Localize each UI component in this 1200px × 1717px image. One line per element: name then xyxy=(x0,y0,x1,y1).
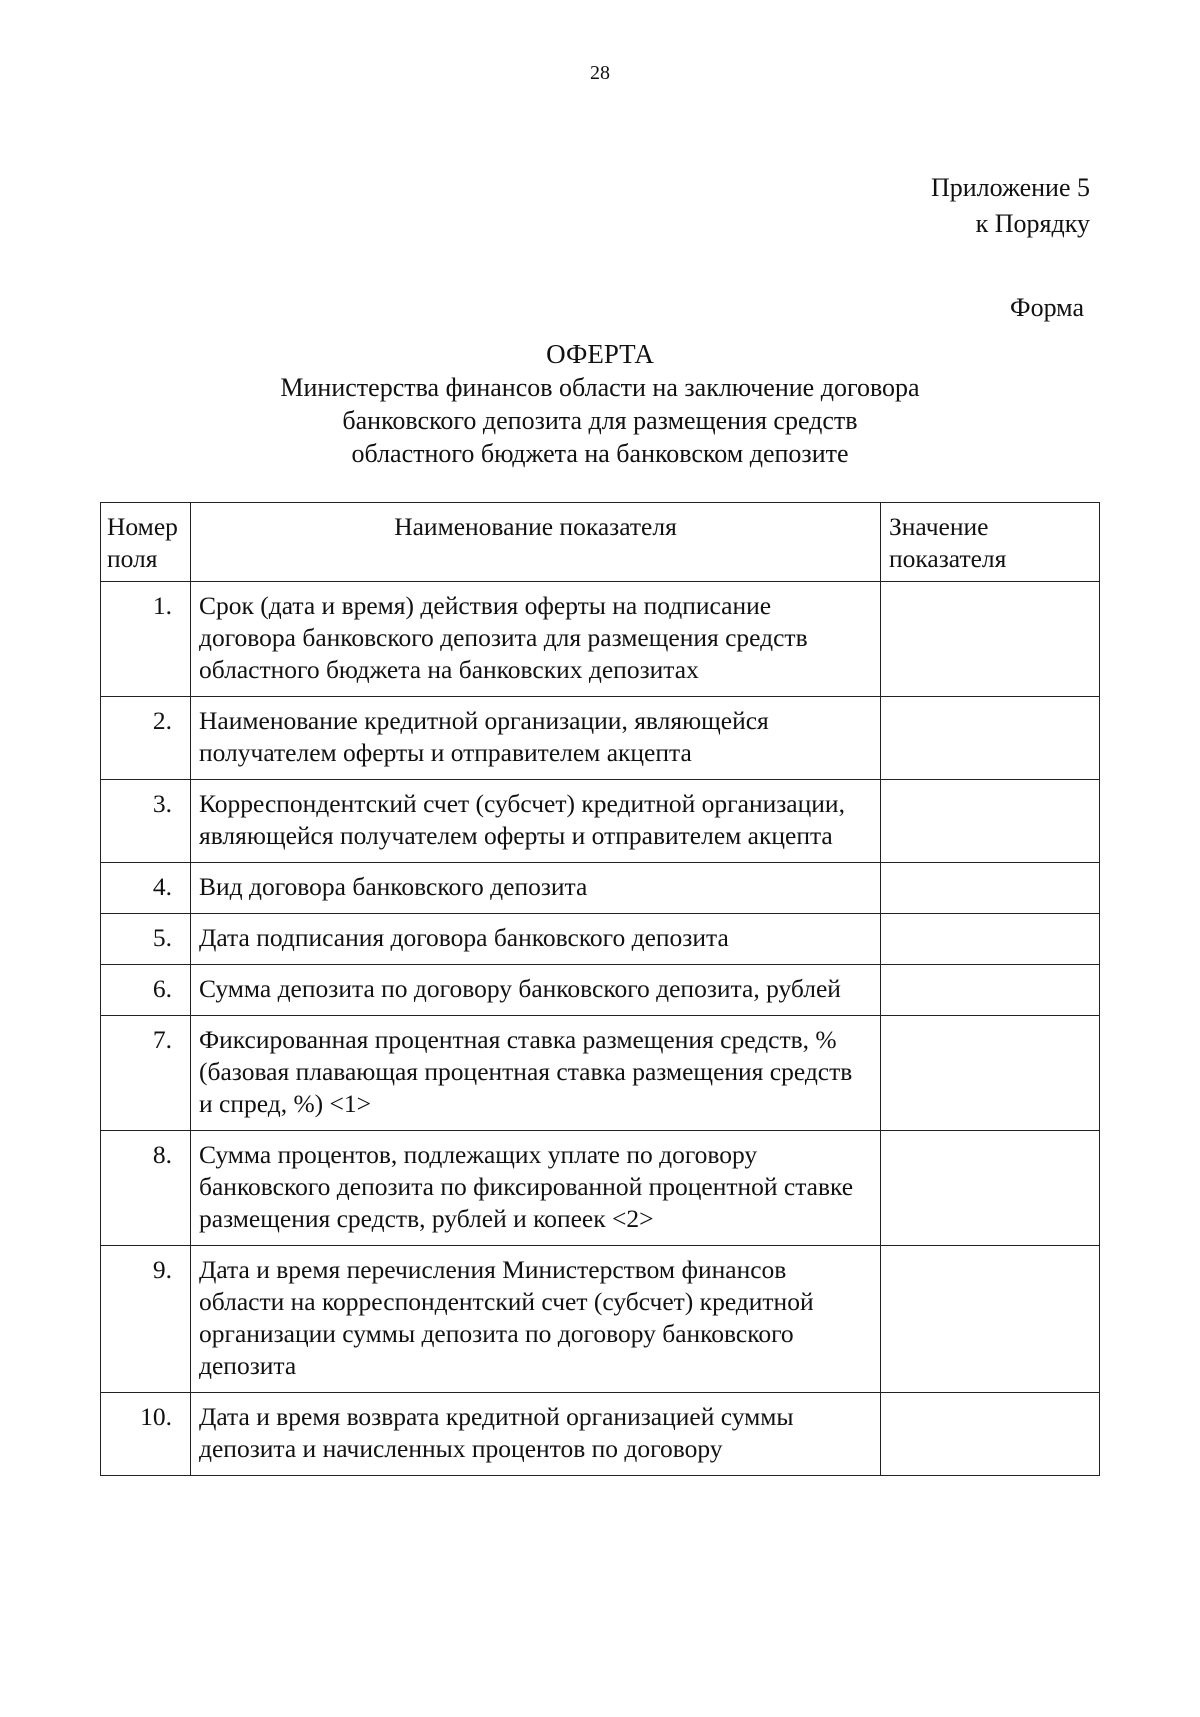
appendix-reference xyxy=(931,170,1090,242)
field-number-cell: 8. xyxy=(101,1131,191,1246)
header-indicator-value: Значение показателя xyxy=(881,503,1100,582)
header-indicator-name: Наименование показателя xyxy=(191,503,881,582)
subtitle-line-2: банковского депозита для размещения средств xyxy=(342,406,858,435)
table-row xyxy=(101,1393,1100,1476)
indicator-name-cell: Фиксированная процентная ставка размещения средств, % (базовая плавающая процентная ставка размещения средств и спред, %) <1> xyxy=(191,1016,881,1131)
table-row xyxy=(101,863,1100,914)
indicator-name-cell: Дата и время перечисления Министерством финансов области на корреспондентский счет (субсчет) кредитной организации суммы депозита по договору банковского депозита xyxy=(191,1246,881,1393)
indicator-name-cell: Дата подписания договора банковского депозита xyxy=(191,914,881,965)
field-number-cell: 2. xyxy=(101,697,191,780)
indicator-value-cell[interactable] xyxy=(881,582,1100,697)
field-number-cell: 6. xyxy=(101,965,191,1016)
document-title: ОФЕРТА xyxy=(546,339,654,369)
subtitle-line-3: областного бюджета на банковском депозите xyxy=(351,439,849,468)
indicator-value-cell[interactable] xyxy=(881,1393,1100,1476)
indicator-value-cell[interactable] xyxy=(881,1016,1100,1131)
indicator-name-cell: Срок (дата и время) действия оферты на подписание договора банковского депозита для размещения средств областного бюджета на банковских депозитах xyxy=(191,582,881,697)
indicator-value-cell[interactable] xyxy=(881,863,1100,914)
subtitle-line-1: Министерства финансов области на заключение договора xyxy=(280,373,920,402)
table-body xyxy=(101,582,1100,1476)
title-block xyxy=(0,338,1200,470)
table-row xyxy=(101,914,1100,965)
header-field-number: Номер поля xyxy=(101,503,191,582)
table-row xyxy=(101,1246,1100,1393)
table-row xyxy=(101,582,1100,697)
form-label: Форма xyxy=(1010,293,1084,322)
indicator-name-cell: Сумма депозита по договору банковского депозита, рублей xyxy=(191,965,881,1016)
indicator-name-cell: Дата и время возврата кредитной организацией суммы депозита и начисленных процентов по договору xyxy=(191,1393,881,1476)
indicator-value-cell[interactable] xyxy=(881,965,1100,1016)
indicator-value-cell[interactable] xyxy=(881,697,1100,780)
field-number-cell: 3. xyxy=(101,780,191,863)
table-row xyxy=(101,1016,1100,1131)
indicator-value-cell[interactable] xyxy=(881,780,1100,863)
indicator-value-cell[interactable] xyxy=(881,1131,1100,1246)
field-number-cell: 4. xyxy=(101,863,191,914)
offer-table xyxy=(100,502,1100,1476)
field-number-cell: 7. xyxy=(101,1016,191,1131)
table-header-row xyxy=(101,503,1100,582)
table-row xyxy=(101,1131,1100,1246)
indicator-value-cell[interactable] xyxy=(881,1246,1100,1393)
indicator-value-cell[interactable] xyxy=(881,914,1100,965)
indicator-name-cell: Наименование кредитной организации, являющейся получателем оферты и отправителем акцепта xyxy=(191,697,881,780)
indicator-name-cell: Вид договора банковского депозита xyxy=(191,863,881,914)
table-row xyxy=(101,697,1100,780)
field-number-cell: 9. xyxy=(101,1246,191,1393)
field-number-cell: 1. xyxy=(101,582,191,697)
appendix-line-1: Приложение 5 xyxy=(930,173,1090,202)
field-number-cell: 10. xyxy=(101,1393,191,1476)
indicator-name-cell: Сумма процентов, подлежащих уплате по договору банковского депозита по фиксированной процентной ставке размещения средств, рублей и копеек <2> xyxy=(191,1131,881,1246)
table-row xyxy=(101,780,1100,863)
appendix-line-2: к Порядку xyxy=(975,209,1090,238)
indicator-name-cell: Корреспондентский счет (субсчет) кредитной организации, являющейся получателем оферты и отправителем акцепта xyxy=(191,780,881,863)
field-number-cell: 5. xyxy=(101,914,191,965)
page-number: 28 xyxy=(590,62,610,84)
table-row xyxy=(101,965,1100,1016)
